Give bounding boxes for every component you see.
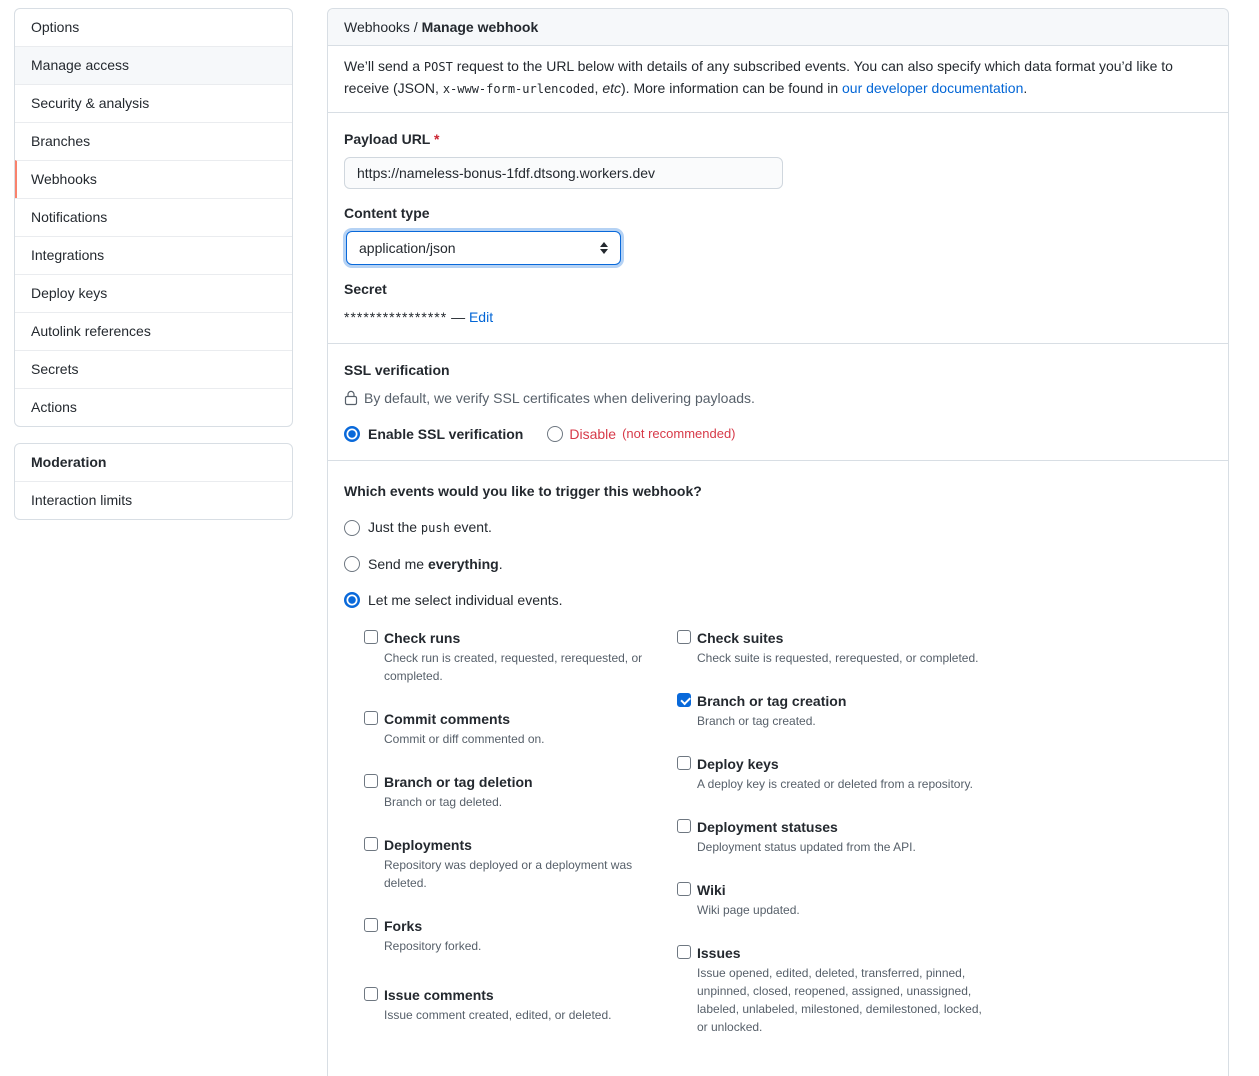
payload-url-label-text: Payload URL: [344, 131, 431, 147]
intro-part: .: [1023, 80, 1028, 96]
webhook-form-section: [328, 113, 1228, 344]
select-caret-icon: [600, 242, 608, 254]
event-item-deploy-keys: [677, 754, 990, 793]
event-label-issues[interactable]: Issues: [697, 945, 741, 961]
checkbox-wiki[interactable]: [677, 882, 691, 896]
events-column-left: [364, 628, 677, 1060]
trigger-push-radio[interactable]: [344, 520, 360, 536]
lock-icon: [344, 390, 358, 406]
sidebar-item-webhooks[interactable]: Webhooks: [15, 160, 292, 198]
event-desc-deploy-keys: A deploy key is created or deleted from a repository.: [697, 777, 973, 791]
event-item-wiki: [677, 880, 990, 919]
trigger-individual-label[interactable]: Let me select individual events.: [368, 592, 563, 608]
push-code: push: [420, 521, 450, 535]
trigger-individual-radio-row: [344, 590, 1212, 610]
sidebar-item-notifications[interactable]: Notifications: [15, 198, 292, 236]
event-desc-issue-comments: Issue comment created, edited, or deleted.: [384, 1008, 612, 1022]
intro-part: ,: [594, 80, 603, 96]
ssl-note: [344, 388, 1212, 408]
breadcrumb: [328, 9, 1228, 46]
developer-documentation-link[interactable]: our developer documentation: [842, 80, 1024, 96]
sidebar-item-manage-access[interactable]: Manage access: [15, 46, 292, 84]
event-label-deployment-statuses[interactable]: Deployment statuses: [697, 819, 838, 835]
everything-bold: everything: [427, 556, 499, 572]
checkbox-check-suites[interactable]: [677, 630, 691, 644]
sidebar-item-branches[interactable]: Branches: [15, 122, 292, 160]
payload-url-input[interactable]: [344, 157, 783, 189]
urlencoded-code: x-www-form-urlencoded: [442, 82, 595, 96]
content-type-selected-value: application/json: [359, 240, 456, 256]
trigger-everything-radio[interactable]: [344, 556, 360, 572]
sidebar-item-secrets[interactable]: Secrets: [15, 350, 292, 388]
push-label-part: event.: [449, 519, 492, 535]
secret-dash: —: [451, 309, 466, 325]
sidebar-item-integrations[interactable]: Integrations: [15, 236, 292, 274]
ssl-verification-section: [328, 344, 1228, 461]
event-label-deploy-keys[interactable]: Deploy keys: [697, 756, 779, 772]
intro-part: request to the URL below with details of any subscribed events. You can also specify which data format you’d like to receive (JSON,: [344, 58, 1173, 96]
event-item-issues: [677, 943, 990, 1036]
event-label-branch-or-tag-deletion[interactable]: Branch or tag deletion: [384, 774, 533, 790]
events-section: [328, 461, 1228, 1076]
secret-masked-value: ****************: [344, 309, 448, 325]
event-label-check-runs[interactable]: Check runs: [384, 630, 461, 646]
breadcrumb-separator: /: [409, 19, 422, 35]
disable-ssl-radio[interactable]: [547, 426, 563, 442]
disable-ssl-group: [547, 424, 735, 444]
checkbox-deployments[interactable]: [364, 837, 378, 851]
event-item-branch-or-tag-creation: [677, 691, 990, 730]
settings-sidebar: [14, 8, 293, 520]
everything-label-part: Send me: [368, 556, 428, 572]
push-label-part: Just the: [368, 519, 421, 535]
sidebar-item-autolink-references[interactable]: Autolink references: [15, 312, 292, 350]
page-title: Manage webhook: [421, 19, 539, 35]
event-item-forks: [364, 916, 677, 955]
sidebar-item-options[interactable]: Options: [31, 19, 80, 35]
required-asterisk: *: [434, 131, 440, 147]
checkbox-issue-comments[interactable]: [364, 987, 378, 1001]
sidebar-item-interaction-limits[interactable]: Interaction limits: [15, 481, 292, 519]
event-item-issue-comments: [364, 985, 677, 1024]
event-item-check-suites: [677, 628, 990, 667]
event-label-check-suites[interactable]: Check suites: [697, 630, 784, 646]
events-question: Which events would you like to trigger this webhook?: [344, 483, 702, 499]
trigger-push-label[interactable]: [368, 517, 492, 538]
everything-label-part: .: [498, 556, 503, 572]
event-desc-branch-or-tag-deletion: Branch or tag deleted.: [384, 795, 503, 809]
secret-edit-link[interactable]: Edit: [468, 309, 494, 325]
trigger-individual-radio[interactable]: [344, 592, 360, 608]
checkbox-check-runs[interactable]: [364, 630, 378, 644]
event-desc-deployment-statuses: Deployment status updated from the API.: [697, 840, 916, 854]
intro-section: [328, 46, 1228, 113]
trigger-everything-radio-row: [344, 554, 1212, 574]
disable-ssl-label[interactable]: Disable: [569, 426, 617, 442]
intro-text: [344, 56, 1212, 100]
settings-nav: [14, 8, 293, 427]
enable-ssl-label[interactable]: Enable SSL verification: [368, 426, 524, 442]
events-grid: [364, 628, 1212, 1060]
event-desc-deployments: Repository was deployed or a deployment was deleted.: [384, 858, 633, 890]
webhook-settings-panel: [327, 8, 1229, 1076]
event-desc-issues: Issue opened, edited, deleted, transferred, pinned, unpinned, closed, reopened, assigned, unassigned, labeled, unlabeled, milestoned, demilestoned, locked, or unlocked.: [697, 966, 982, 1034]
checkbox-deployment-statuses[interactable]: [677, 819, 691, 833]
event-desc-commit-comments: Commit or diff commented on.: [384, 732, 545, 746]
checkbox-issues[interactable]: [677, 945, 691, 959]
trigger-push-radio-row: [344, 517, 1212, 538]
secret-label: Secret: [344, 281, 387, 297]
event-label-issue-comments[interactable]: Issue comments: [384, 987, 494, 1003]
post-code: POST: [423, 60, 453, 74]
enable-ssl-radio[interactable]: [344, 426, 360, 442]
content-type-select[interactable]: [346, 231, 621, 265]
ssl-radio-row: [344, 424, 1212, 444]
intro-part: We’ll send a: [344, 58, 424, 74]
moderation-nav: [14, 443, 293, 520]
event-desc-forks: Repository forked.: [384, 939, 482, 953]
intro-part: ). More information can be found in: [621, 80, 843, 96]
checkbox-branch-or-tag-deletion[interactable]: [364, 774, 378, 788]
checkbox-deploy-keys[interactable]: [677, 756, 691, 770]
sidebar-item-actions[interactable]: Actions: [15, 388, 292, 426]
event-desc-check-suites: Check suite is requested, rerequested, or completed.: [697, 651, 979, 665]
event-item-check-runs: [364, 628, 677, 685]
event-item-commit-comments: [364, 709, 677, 748]
checkbox-branch-or-tag-creation[interactable]: [677, 693, 691, 707]
checkbox-forks[interactable]: [364, 918, 378, 932]
event-label-branch-or-tag-creation[interactable]: Branch or tag creation: [697, 693, 847, 709]
breadcrumb-webhooks-link[interactable]: Webhooks: [344, 19, 410, 35]
payload-url-label: [344, 129, 1212, 149]
events-column-right: [677, 628, 990, 1060]
checkbox-commit-comments[interactable]: [364, 711, 378, 725]
trigger-everything-label[interactable]: [368, 554, 503, 574]
event-item-deployment-statuses: [677, 817, 990, 856]
event-desc-wiki: Wiki page updated.: [697, 903, 800, 917]
event-desc-branch-or-tag-creation: Branch or tag created.: [697, 714, 816, 728]
ssl-heading: SSL verification: [344, 362, 450, 378]
ssl-note-text: By default, we verify SSL certificates when delivering payloads.: [364, 390, 755, 406]
event-item-deployments: [364, 835, 677, 892]
sidebar-item-security-analysis[interactable]: Security & analysis: [15, 84, 292, 122]
event-label-wiki[interactable]: Wiki: [697, 882, 726, 898]
event-label-forks[interactable]: Forks: [384, 918, 423, 934]
event-label-commit-comments[interactable]: Commit comments: [384, 711, 511, 727]
intro-etc: etc: [602, 80, 621, 96]
secret-row: [344, 307, 1212, 327]
content-type-label: Content type: [344, 205, 430, 221]
event-desc-check-runs: Check run is created, requested, rerequested, or completed.: [384, 651, 643, 683]
event-label-deployments[interactable]: Deployments: [384, 837, 472, 853]
sidebar-item-deploy-keys[interactable]: Deploy keys: [15, 274, 292, 312]
event-item-branch-or-tag-deletion: [364, 772, 677, 811]
moderation-header: Moderation: [31, 454, 107, 470]
disable-ssl-note: (not recommended): [622, 426, 736, 441]
